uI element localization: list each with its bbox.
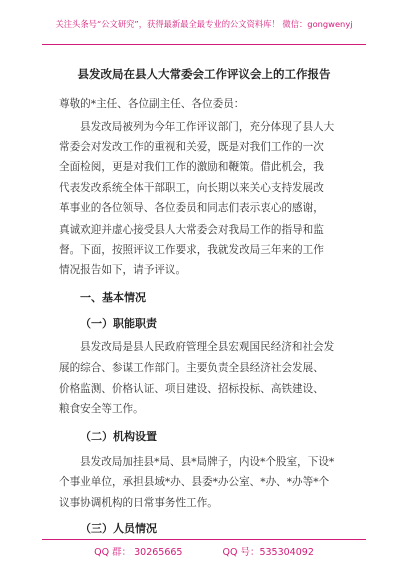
- paragraph-line: 全面检阅，更是对我们工作的激励和鞭策。借此机会，我: [59, 161, 324, 174]
- paragraph-line: 价格监测、价格认证、项目建设、招标投标、高铁建设、: [59, 383, 324, 396]
- paragraph-line: 尊敬的*主任、各位副主任、各位委员：: [59, 98, 245, 110]
- document-title: 县发改局在县人大常委会工作评议会上的工作报告: [77, 67, 331, 81]
- header-divider: [42, 44, 366, 45]
- paragraph-line: 代表发改系统全体干部职工，向长期以来关心支持发展改: [59, 182, 324, 195]
- paragraph-line: 真诚欢迎并虚心接受县人大常委会对我局工作的指导和监: [59, 223, 324, 236]
- paragraph-line: 情况报告如下，请予评议。: [59, 263, 187, 276]
- paragraph-line: 督。下面，按照评议工作要求，我就发改局三年来的工作: [59, 243, 324, 256]
- paragraph-line: 粮食安全等工作。: [59, 403, 144, 416]
- footer: [0, 544, 408, 558]
- paragraph-line: 议事协调机构的日常事务性工作。: [59, 496, 218, 509]
- qq-personal-number: QQ 号：535304092: [222, 547, 314, 558]
- paragraph-line: 县发改局是县人民政府管理全县宏观国民经济和社会发: [80, 341, 335, 354]
- paragraph-line: 展的综合、参谋工作部门。主要负责全县经济社会发展、: [59, 362, 324, 375]
- paragraph-line: 县发改局加挂县*局、县*局牌子，内设*个股室，下设*: [80, 456, 335, 469]
- qq-group-number: QQ 群： 30265665: [94, 547, 183, 558]
- paragraph-line: 常委会对发改工作的重视和关爱，既是对我们工作的一次: [59, 141, 324, 153]
- paragraph-line: 个事业单位，承担县域*办、县委*办公室、*办、*办等*个: [59, 476, 330, 489]
- section-heading: 一、基本情况: [80, 291, 146, 305]
- subsection-heading: （三）人员情况: [80, 522, 157, 535]
- header-banner: 关注头条号“公文研究”，获得最新最全最专业的公文资料库！ 微信：gongwenyj: [55, 19, 353, 29]
- paragraph-line: 革事业的各位领导、各位委员和同志们表示衷心的感谢，: [59, 202, 324, 215]
- paragraph-line: 县发改局被列为今年工作评议部门，充分体现了县人大: [80, 120, 335, 133]
- footer-divider: [42, 539, 366, 540]
- subsection-heading: （一）职能职责: [80, 316, 157, 330]
- subsection-heading: （二）机构设置: [80, 429, 157, 443]
